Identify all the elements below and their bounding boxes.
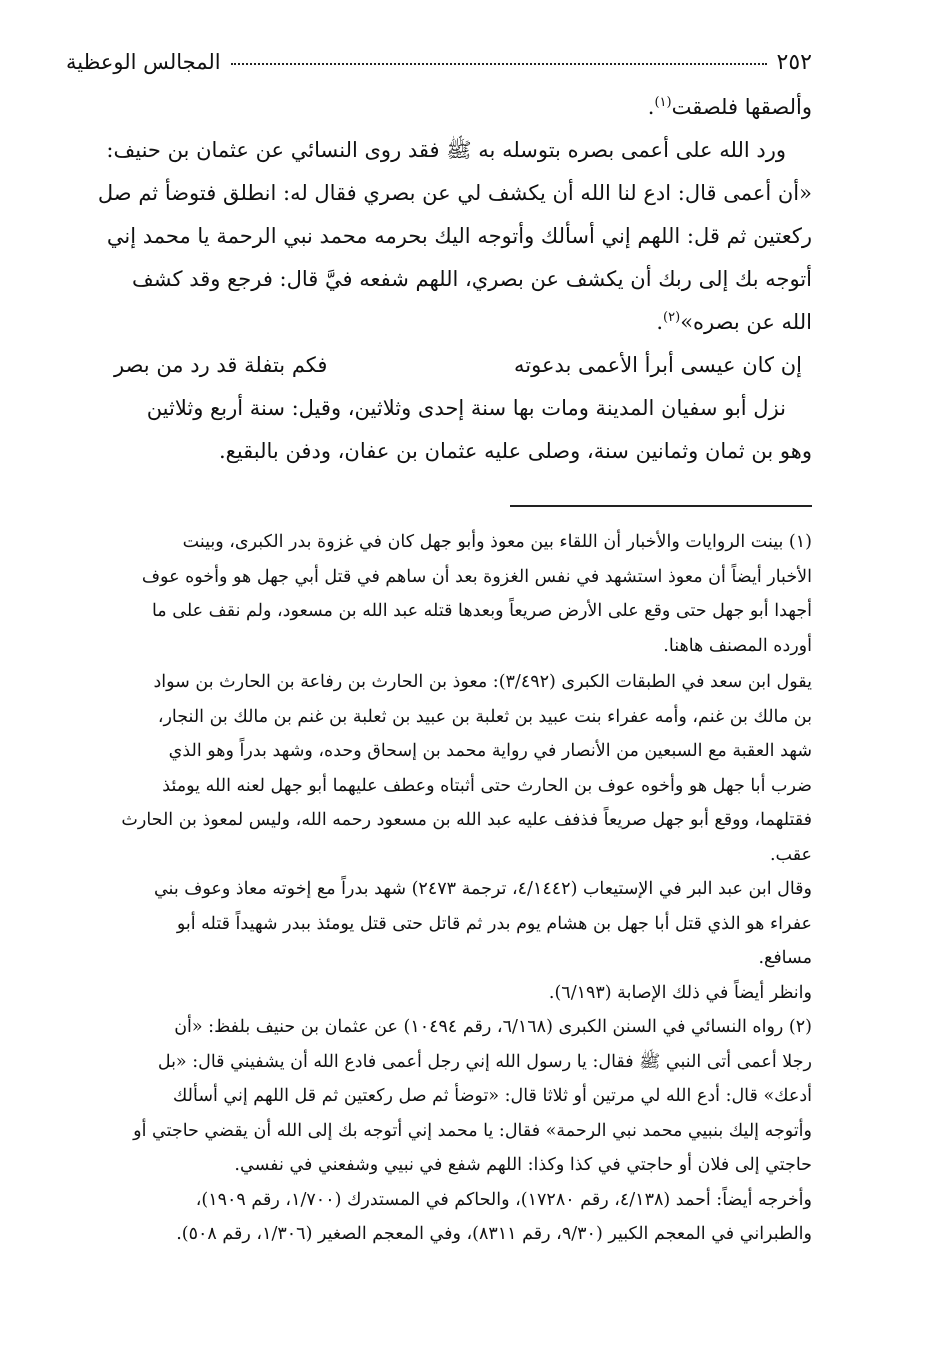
footnote-line: أدعك» قال: أدع الله لي مرتين أو ثلاثا قال: «توضأ ثم صل ركعتين ثم قل اللهم إني أسألك xyxy=(172,1086,812,1106)
footnote-line: الأخبار أيضاً أن معوذ استشهد في نفس الغزوة بعد أن ساهم في قتل أبي جهل هو وأخوه عوف xyxy=(141,566,812,587)
verse-second-hemistich: فكم بتفلة قد رد من بصر xyxy=(114,353,328,377)
paragraph-line: ورد الله على أعمى بصره بتوسله به ﷺ فقد روى النسائي عن عثمان بن حنيف: xyxy=(106,138,786,162)
footnote-ref[interactable]: (٢) xyxy=(663,310,681,325)
text-run: الله عن بصره» xyxy=(680,310,812,334)
book-page xyxy=(66,40,812,1252)
main-text xyxy=(66,86,812,473)
footnote-line: والطبراني في المعجم الكبير (٩/٣٠، رقم ٨٣١١)، وفي المعجم الصغير (١/٣٠٦، رقم ٥٠٨). xyxy=(176,1224,812,1244)
footnote-line: وانظر أيضاً في ذلك الإصابة (٦/١٩٣). xyxy=(548,982,812,1003)
text-run: . xyxy=(656,310,664,334)
footnote-separator xyxy=(510,505,812,507)
footnote-line: (٢) رواه النسائي في السنن الكبرى (٦/١٦٨، رقم ١٠٤٩٤) عن عثمان بن حنيف بلفظ: «أن xyxy=(174,1017,812,1037)
paragraph-line: «أن أعمى قال: ادع لنا الله أن يكشف لي عن بصري فقال له: انطلق فتوضأ ثم صل xyxy=(97,181,812,205)
footnote-line: رجلا أعمى أتى النبي ﷺ فقال: يا رسول الله إني رجل أعمى فادع الله أن يشفيني قال: «بل xyxy=(157,1051,812,1072)
footnote-line: ضرب أبا جهل هو وأخوه عوف بن الحارث حتى أثبتاه وعطف عليهما أبو جهل لعنه الله يومئذ xyxy=(162,775,812,796)
footnote-line: عقب. xyxy=(769,844,812,865)
paragraph-line: وهو بن ثمان وثمانين سنة، وصلى عليه عثمان بن عفان، ودفن بالبقيع. xyxy=(218,439,812,463)
footnote-line: شهد العقبة مع السبعين من الأنصار في رواية محمد بن إسحاق وحده، وشهد بدراً وهو الذي xyxy=(168,741,812,761)
footnote-line: وقال ابن عبد البر في الإستيعاب (٤/١٤٤٢، ترجمة ٢٤٧٣) شهد بدراً مع إخوته معاذ وعوف بني xyxy=(153,879,812,899)
footnote-line: بن مالك بن غنم، وأمه عفراء بنت عبيد بن ثعلبة بن عبيد بن ثعلبة بن غنم بن مالك بن النجار، xyxy=(157,706,812,727)
poetry-verse xyxy=(66,344,812,387)
footnote-line: وأخرجه أيضاً: أحمد (٤/١٣٨، رقم ١٧٢٨٠)، والحاكم في المستدرك (١/٧٠٠، رقم ١٩٠٩)، xyxy=(195,1189,812,1210)
verse-first-hemistich: إن كان عيسى أبرأ الأعمى بدعوته xyxy=(514,353,802,377)
footnote-line: وأتوجه إليك بنبيي محمد نبي الرحمة» فقال: يا محمد إني أتوجه بك إلى الله أن يقضي حاجتي أو xyxy=(133,1120,812,1141)
paragraph-line: ركعتين ثم قل: اللهم إني أسألك وأتوجه اليك بحرمه محمد نبي الرحمة يا محمد إني xyxy=(106,224,812,248)
running-title: المجالس الوعظية xyxy=(66,50,221,74)
footnote-line: (١) بينت الروايات والأخبار أن اللقاء بين معوذ وأبو جهل كان في غزوة بدر الكبرى، وبينت xyxy=(182,532,812,552)
header-dotted-leader xyxy=(231,51,767,65)
text-run: . xyxy=(647,95,655,119)
paragraph-line xyxy=(66,301,812,344)
footnote-line: مسافع. xyxy=(758,948,812,968)
footnotes xyxy=(66,525,812,1252)
footnote-line: عفراء هو الذي قتل أبا جهل بن هشام يوم بدر ثم قاتل حتى قتل يومئذ ببدر شهيداً قتله أبو xyxy=(176,913,812,934)
paragraph-line: أتوجه بك إلى ربك أن يكشف عن بصري، اللهم شفعه فيَّ قال: فرجع وقد كشف xyxy=(132,267,812,291)
page-header xyxy=(66,40,812,84)
paragraph xyxy=(66,86,812,129)
footnote-line: حاجتي إلى فلان أو حاجتي في كذا وكذا: اللهم شفع في نبيي وشفعني في نفسي. xyxy=(234,1155,812,1175)
footnote-line: أورده المصنف هاهنا. xyxy=(663,635,812,656)
footnote-line: فقتلهما، ووقع أبو جهل صريعاً فذفف عليه عبد الله بن مسعود رحمه الله، وليس لمعوذ بن الحارث xyxy=(121,810,812,830)
footnote-line: أجهدا أبو جهل حتى وقع على الأرض صريعاً وبعدها قتله عبد الله بن مسعود، ولم نقف على ما xyxy=(151,601,812,621)
paragraph-line: نزل أبو سفيان المدينة ومات بها سنة إحدى وثلاثين، وقيل: سنة أربع وثلاثين xyxy=(146,396,786,420)
page-number: ٢٥٢ xyxy=(776,49,812,75)
text-run: وألصقها فلصقت xyxy=(671,95,812,119)
footnote-line: يقول ابن سعد في الطبقات الكبرى (٣/٤٩٢): معوذ بن الحارث بن رفاعة بن الحارث بن سواد xyxy=(153,672,812,692)
footnote-ref[interactable]: (١) xyxy=(654,95,672,110)
